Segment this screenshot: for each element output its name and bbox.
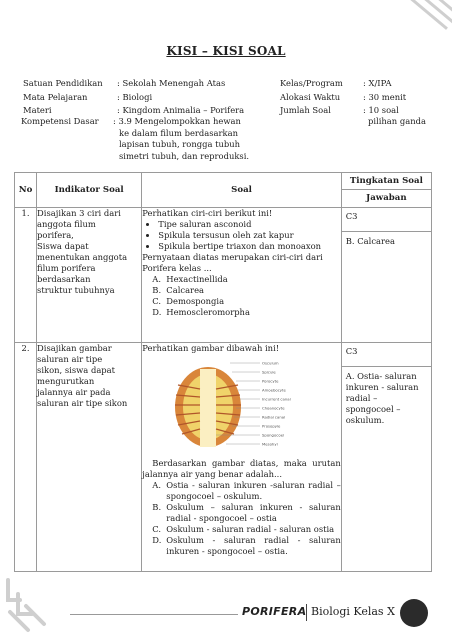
meta-value: : Biologi [117, 91, 153, 102]
meta-label: Materi [23, 105, 52, 116]
kompetensi-pilihan: pilihan ganda [368, 116, 426, 126]
figure-label: Spongocoel [262, 432, 285, 438]
option-item [142, 274, 340, 285]
kompetensi-label: Kompetensi Dasar [21, 116, 99, 126]
indikator-line: anggota filum [37, 219, 96, 229]
option-key: D. [152, 307, 162, 317]
option-key: A. [152, 274, 162, 284]
header-jawaban: Jawaban [341, 190, 431, 208]
table-row [15, 343, 432, 572]
meta-label: Alokasi Waktu [280, 91, 341, 102]
footer-text: Biologi Kelas X [311, 605, 395, 618]
indikator-line: saluran air tipe [37, 354, 103, 364]
option-text: Calcarea [166, 285, 205, 295]
meta-right [278, 76, 408, 119]
table-row [15, 208, 432, 343]
figure-label: Incurrent canal [262, 396, 291, 402]
sponge-diagram [170, 359, 320, 451]
bullet-item: • Spikula bertipe triaxon dan monoaxon [158, 241, 340, 252]
meta-value: : Sekolah Menengah Atas [117, 78, 226, 88]
header-no: No [15, 173, 37, 208]
row-indikator [37, 343, 142, 572]
option-key: D. [152, 535, 162, 545]
figure-label: Choanocyte [262, 405, 285, 411]
level-value: C3 [345, 211, 358, 221]
meta-value: : Kingdom Animalia – Porifera [117, 105, 245, 116]
sycon-sponge-figure [170, 359, 320, 451]
indikator-line: filum porifera [37, 263, 96, 273]
soal-intro: Perhatikan ciri-ciri berikut ini! [142, 208, 273, 218]
footer-brand: PORIFERA [242, 605, 307, 618]
indikator-line: sikon, siswa dapat [37, 365, 116, 375]
indikator-line: porifera, [37, 230, 74, 240]
level-value: C3 [345, 346, 358, 356]
corner-decoration-bottom [0, 572, 70, 640]
meta-value: : 30 menit [363, 91, 407, 102]
indikator-line: jalannya air pada [37, 387, 111, 397]
option-item [142, 524, 340, 535]
meta-label: Satuan Pendidikan [23, 78, 103, 88]
indikator-line: mengurutkan [37, 376, 95, 386]
row-soal [142, 343, 341, 572]
figure-label: Amoebocyte [262, 387, 287, 393]
bullet-item: • Spikula tersusun oleh zat kapur [158, 230, 340, 241]
soal-question: Berdasarkan gambar diatas, maka urutan jalannya air yang benar adalah... [142, 458, 341, 479]
figure-label: Osculum [262, 360, 279, 366]
footer-divider [70, 614, 238, 615]
meta-left [21, 76, 246, 119]
row-soal [142, 208, 341, 343]
footer-separator [306, 604, 307, 621]
indikator-line: Disajikan gambar [37, 343, 112, 353]
option-key: C. [152, 296, 162, 306]
answer-value: A. Ostia- saluran inkuren - saluran radial – spongocoel – oskulum. [342, 366, 431, 430]
option-item [142, 307, 340, 318]
figure-label: Mesohyl [262, 441, 278, 447]
option-text: Hexactinellida [166, 274, 228, 284]
figure-label: Porocyte [262, 378, 279, 384]
row-number: 1. [15, 208, 37, 343]
meta-label: Mata Pelajaran [23, 91, 88, 102]
kompetensi-line: ke dalam filum berdasarkan [119, 127, 239, 138]
header-tingkatan: Tingkatan Soal [341, 173, 431, 190]
soal-question: Pernyataan diatas merupakan ciri-ciri dari Porifera kelas ... [142, 252, 323, 273]
page-title: KISI – KISI SOAL [166, 44, 286, 58]
bullet-list [142, 219, 340, 252]
meta-value: : X/IPA [363, 78, 392, 88]
option-item [142, 480, 340, 502]
option-text: Hemoscleromorpha [166, 307, 250, 317]
header-soal: Soal [142, 173, 341, 208]
footer-circle-icon [400, 599, 428, 627]
row-number: 2. [15, 343, 37, 572]
meta-label: Jumlah Soal [280, 105, 331, 116]
indikator-line: menentukan anggota [37, 252, 128, 262]
option-item [142, 535, 340, 557]
kompetensi-line: simetri tubuh, dan reproduksi. [119, 150, 250, 161]
option-item [142, 285, 340, 296]
option-key: B. [152, 502, 162, 512]
header-indikator: Indikator Soal [37, 173, 142, 208]
indikator-line: Disajikan 3 ciri dari [37, 208, 121, 218]
soal-intro: Perhatikan gambar dibawah ini! [142, 343, 280, 353]
answer-value: B. Calcarea [342, 231, 431, 251]
option-key: B. [152, 285, 162, 295]
meta-label: Kelas/Program [280, 78, 343, 88]
kompetensi-value [113, 116, 288, 162]
meta-value: : 10 soal [363, 105, 399, 116]
figure-label: Radial canal [262, 414, 286, 420]
option-text: Oskulum - saluran radial - saluran inkuren - spongocoel – ostia. [166, 535, 341, 556]
kompetensi-line: lapisan tubuh, rongga tubuh [119, 139, 241, 150]
option-text: Ostia - saluran inkuren -saluran radial – spongocoel – oskulum. [166, 480, 341, 501]
option-text: Oskulum - saluran radial - saluran ostia [166, 524, 335, 534]
row-tingkatan [341, 343, 431, 572]
table-header-row [15, 173, 432, 190]
option-key: A. [152, 480, 162, 490]
option-item [142, 296, 340, 307]
indikator-line: berdasarkan [37, 274, 91, 284]
indikator-line: struktur tubuhnya [37, 285, 115, 295]
figure-label: Spicule [262, 369, 277, 375]
indikator-line: Siswa dapat [37, 241, 89, 251]
option-key: C. [152, 524, 162, 534]
figure-label: Prosopyle [262, 423, 281, 429]
option-item [142, 502, 340, 524]
corner-decoration [372, 0, 452, 40]
indikator-line: saluran air tipe sikon [37, 398, 128, 408]
bullet-item: • Tipe saluran asconoid [158, 219, 340, 230]
row-tingkatan [341, 208, 431, 343]
option-text: Oskulum – saluran inkuren - saluran radial - spongocoel – ostia [166, 502, 341, 523]
kompetensi-line: : 3.9 Mengelompokkan hewan [113, 116, 241, 126]
option-text: Demospongia [166, 296, 225, 306]
kisi-table [14, 172, 432, 572]
row-indikator [37, 208, 142, 343]
